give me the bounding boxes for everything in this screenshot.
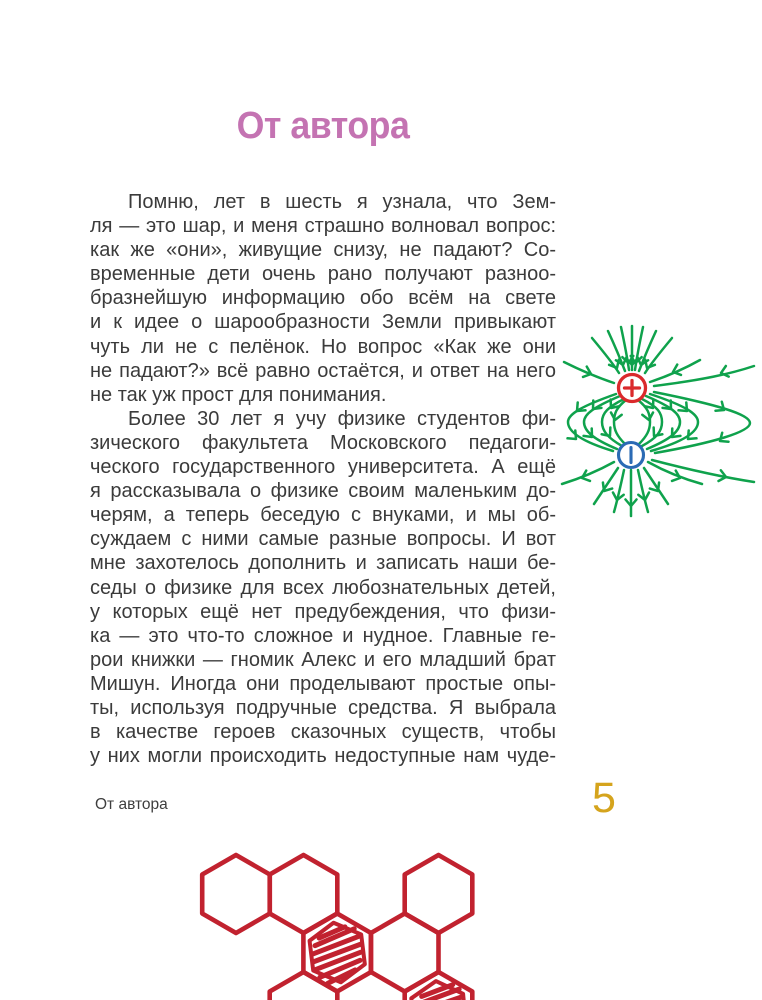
text-line: зического факультета Московского педагоги- xyxy=(90,431,556,454)
text-line: не падают?» всё равно остаётся, и ответ на него xyxy=(90,359,556,382)
text-line: у которых ещё нет предубеждения, что физи- xyxy=(90,600,556,623)
text-line: Более 30 лет я учу физике студентов фи- xyxy=(128,407,556,430)
text-line: рои книжки — гномик Алекс и его младший брат xyxy=(90,648,556,671)
text-line: у них могли происходить недоступные нам чуде- xyxy=(90,745,556,768)
text-line: временные дети очень рано получают разноо- xyxy=(90,263,556,286)
page-title: От автора xyxy=(236,105,410,147)
hexagon-filled-cell xyxy=(308,920,367,986)
running-head: От автора xyxy=(95,796,168,813)
text-line: ты, используя подручные средства. Я выбрала xyxy=(90,696,556,719)
text-line: не так уж прост для понимания. xyxy=(90,383,387,406)
text-line: черям, а теперь беседую с внуками, и мы об- xyxy=(90,504,556,527)
text-line: ка — это что-то сложное и нудное. Главные ге- xyxy=(90,624,556,647)
text-line: Помню, лет в шесть я узнала, что Зем- xyxy=(128,191,556,213)
text-line: чуть ли не с пелёнок. Но вопрос «Как же они xyxy=(90,335,556,358)
negative-charge-icon xyxy=(619,443,644,468)
text-line: я рассказывала о физике своим маленьким до- xyxy=(90,480,556,503)
text-line: Мишун. Иногда они проделывают простые опы- xyxy=(90,672,556,695)
text-line: мне захотелось дополнить и записать наши бе- xyxy=(90,552,556,575)
text-line: как же «они», живущие снизу, не падают? Со- xyxy=(90,239,556,262)
text-line: в качестве героев сказочных существ, чтобы xyxy=(90,721,556,744)
honeycomb-pattern xyxy=(160,838,540,1000)
text-line: ческого государственного университета. А ещё xyxy=(90,456,556,479)
text-line: и к идее о шарообразности Земли привыкают xyxy=(90,311,556,334)
page-number: 5 xyxy=(592,774,616,822)
text-line: суждаем с ними самые разные вопросы. И вот xyxy=(90,528,556,551)
text-line: седы о физике для всех любознательных детей, xyxy=(90,576,556,599)
text-line: бразнейшую информацию обо всём на свете xyxy=(90,287,556,310)
dipole-field-illustration xyxy=(558,320,762,524)
body-text xyxy=(90,190,556,768)
text-line: ля — это шар, и меня страшно волновал вопрос: xyxy=(90,215,556,238)
positive-charge-icon xyxy=(619,375,646,402)
